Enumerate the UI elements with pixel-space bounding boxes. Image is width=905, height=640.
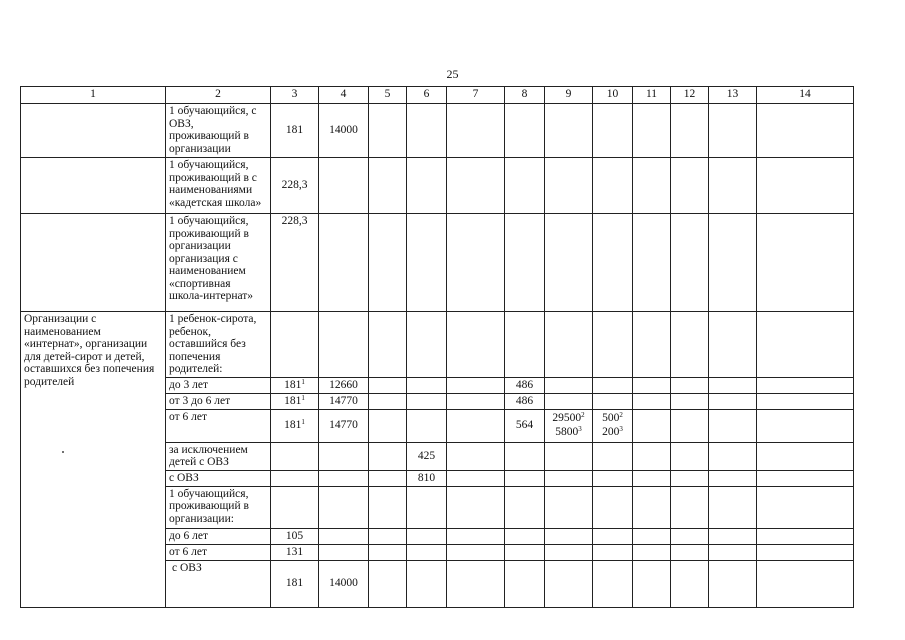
value-cell: 425 <box>407 442 447 470</box>
table-cell <box>593 104 633 158</box>
table-cell <box>271 312 319 378</box>
table-cell <box>757 560 854 607</box>
table-cell <box>709 486 757 528</box>
row-label: от 6 лет <box>166 544 271 560</box>
table-cell <box>671 104 709 158</box>
table-cell <box>505 528 545 544</box>
table-row <box>21 312 854 378</box>
table-cell <box>757 544 854 560</box>
value-cell <box>545 409 593 442</box>
table-cell <box>505 214 545 312</box>
table-cell <box>407 377 447 393</box>
table-cell <box>709 214 757 312</box>
table-cell <box>271 486 319 528</box>
value-cell: 486 <box>505 393 545 409</box>
table-cell <box>593 214 633 312</box>
table-cell <box>369 560 407 607</box>
footnote-mark: 3 <box>619 424 623 433</box>
table-cell <box>593 158 633 214</box>
table-cell <box>671 442 709 470</box>
table-cell <box>671 560 709 607</box>
header-cell: 12 <box>671 87 709 104</box>
table-cell <box>447 528 505 544</box>
table-cell <box>407 393 447 409</box>
table-cell <box>671 214 709 312</box>
header-cell: 1 <box>21 87 166 104</box>
table-cell <box>271 442 319 470</box>
table-cell <box>545 104 593 158</box>
table-row <box>21 104 854 158</box>
value-cell <box>271 377 319 393</box>
row-label: 1 обучающийся, проживающий в с наименованиями «кадетская школа» <box>166 158 271 214</box>
table-cell <box>369 442 407 470</box>
table-cell <box>407 486 447 528</box>
row-label: до 6 лет <box>166 528 271 544</box>
table-cell <box>271 470 319 486</box>
row-label: 1 ребенок-сирота, ребенок, оставшийся без попечения родителей: <box>166 312 271 378</box>
table-cell <box>447 544 505 560</box>
table-cell <box>505 470 545 486</box>
table-cell <box>671 470 709 486</box>
table-cell <box>757 158 854 214</box>
value-cell: 14000 <box>319 104 369 158</box>
header-cell: 5 <box>369 87 407 104</box>
table-cell <box>369 158 407 214</box>
table-cell <box>369 544 407 560</box>
value-text: 181 <box>284 394 302 407</box>
table-cell <box>593 377 633 393</box>
value-text: 181 <box>284 378 302 391</box>
value-cell: 12660 <box>319 377 369 393</box>
table-cell <box>757 312 854 378</box>
table-cell <box>369 377 407 393</box>
table-cell <box>21 158 166 214</box>
table-cell <box>407 560 447 607</box>
table-cell <box>505 104 545 158</box>
table-cell <box>545 312 593 378</box>
table-cell <box>709 442 757 470</box>
value-text: 181 <box>284 419 302 432</box>
table-cell <box>505 560 545 607</box>
table-cell <box>319 486 369 528</box>
table-cell <box>407 312 447 378</box>
row-label: 1 обучающийся, проживающий в организации организация с наименованием «спортивная школа-интернат» <box>166 214 271 312</box>
table-cell <box>593 560 633 607</box>
table-cell <box>709 560 757 607</box>
table-row <box>21 158 854 214</box>
table-cell <box>319 442 369 470</box>
tariff-table <box>20 86 854 608</box>
table-cell <box>447 104 505 158</box>
table-cell <box>757 214 854 312</box>
header-cell: 7 <box>447 87 505 104</box>
table-cell <box>671 486 709 528</box>
table-cell <box>319 470 369 486</box>
table-cell <box>407 214 447 312</box>
table-cell <box>633 409 671 442</box>
table-cell <box>407 409 447 442</box>
table-cell <box>545 486 593 528</box>
table-cell <box>633 393 671 409</box>
table-cell <box>633 544 671 560</box>
table-cell <box>633 442 671 470</box>
header-cell: 8 <box>505 87 545 104</box>
table-cell <box>505 312 545 378</box>
row-label: от 3 до 6 лет <box>166 393 271 409</box>
table-cell <box>757 393 854 409</box>
table-cell <box>369 409 407 442</box>
table-cell <box>505 442 545 470</box>
header-row <box>21 87 854 104</box>
table-cell <box>545 528 593 544</box>
value-text: 5800 <box>555 425 579 438</box>
table-cell <box>671 544 709 560</box>
footnote-mark: 3 <box>578 424 582 433</box>
value-line <box>548 411 589 425</box>
table-cell <box>319 158 369 214</box>
table-cell <box>709 393 757 409</box>
header-cell: 6 <box>407 87 447 104</box>
table-cell <box>709 544 757 560</box>
table-cell <box>505 486 545 528</box>
table-cell <box>447 393 505 409</box>
table-cell <box>407 158 447 214</box>
header-cell: 11 <box>633 87 671 104</box>
stray-dot <box>62 451 64 453</box>
table-cell <box>593 312 633 378</box>
row-label: от 6 лет <box>166 409 271 442</box>
table-cell <box>633 214 671 312</box>
table-cell <box>593 393 633 409</box>
footnote-mark: 1 <box>301 418 305 427</box>
table-cell <box>545 158 593 214</box>
value-cell: 105 <box>271 528 319 544</box>
footnote-mark: 2 <box>581 410 585 419</box>
table-cell <box>319 312 369 378</box>
table-cell <box>407 544 447 560</box>
table-cell <box>757 104 854 158</box>
table-cell <box>671 393 709 409</box>
table-cell <box>505 158 545 214</box>
table-cell <box>593 470 633 486</box>
table-cell <box>709 312 757 378</box>
table-cell <box>447 214 505 312</box>
table-cell <box>407 104 447 158</box>
table-cell <box>545 442 593 470</box>
table-cell <box>545 393 593 409</box>
table-cell <box>593 442 633 470</box>
table-cell <box>447 158 505 214</box>
row-label: с ОВЗ <box>166 470 271 486</box>
table-cell <box>319 528 369 544</box>
table-cell <box>545 544 593 560</box>
value-cell: 14770 <box>319 393 369 409</box>
table-cell <box>757 377 854 393</box>
row-label: 1 обучающийся, проживающий в организации: <box>166 486 271 528</box>
table-cell <box>633 312 671 378</box>
header-cell: 9 <box>545 87 593 104</box>
table-cell <box>545 470 593 486</box>
row-label: за исключением детей с ОВЗ <box>166 442 271 470</box>
value-cell: 564 <box>505 409 545 442</box>
table-cell <box>593 528 633 544</box>
table-cell <box>671 528 709 544</box>
table-cell <box>447 486 505 528</box>
value-cell: 181 <box>271 560 319 607</box>
table-cell <box>757 409 854 442</box>
table-cell <box>319 544 369 560</box>
table-cell <box>21 104 166 158</box>
value-cell: 131 <box>271 544 319 560</box>
table-cell <box>709 528 757 544</box>
table-cell <box>757 486 854 528</box>
table-cell <box>709 158 757 214</box>
table-cell <box>505 544 545 560</box>
value-cell <box>271 409 319 442</box>
value-cell: 228,3 <box>271 158 319 214</box>
footnote-mark: 2 <box>619 410 623 419</box>
table-cell <box>447 560 505 607</box>
row-label: с ОВЗ <box>166 560 271 607</box>
value-text: 200 <box>602 425 620 438</box>
table-cell <box>407 528 447 544</box>
table-cell <box>671 312 709 378</box>
value-cell: 228,3 <box>271 214 319 312</box>
row-label: 1 обучающийся, с ОВЗ, проживающий в организации <box>166 104 271 158</box>
value-text: 29500 <box>552 411 582 424</box>
table-cell <box>633 528 671 544</box>
header-cell: 13 <box>709 87 757 104</box>
table-cell <box>671 158 709 214</box>
table-cell <box>447 442 505 470</box>
group-label: Организации с наименованием «интернат», организации для детей-сирот и детей, оставшихся без попечения родителей <box>21 312 166 608</box>
table-cell <box>21 214 166 312</box>
value-cell: 181 <box>271 104 319 158</box>
table-cell <box>633 377 671 393</box>
table-cell <box>369 214 407 312</box>
value-cell: 810 <box>407 470 447 486</box>
table-cell <box>633 486 671 528</box>
table-cell <box>593 486 633 528</box>
table-cell <box>633 560 671 607</box>
table-cell <box>709 409 757 442</box>
table-cell <box>709 470 757 486</box>
table-cell <box>369 470 407 486</box>
table-cell <box>369 104 407 158</box>
table-cell <box>447 409 505 442</box>
table-row <box>21 214 854 312</box>
value-text: 500 <box>602 411 620 424</box>
table-cell <box>545 377 593 393</box>
table-cell <box>633 104 671 158</box>
header-cell: 4 <box>319 87 369 104</box>
value-line <box>596 425 629 439</box>
table-cell <box>369 486 407 528</box>
table-cell <box>545 214 593 312</box>
table-cell <box>369 528 407 544</box>
table-cell <box>593 544 633 560</box>
table-cell <box>633 470 671 486</box>
table-cell <box>709 377 757 393</box>
header-cell: 14 <box>757 87 854 104</box>
value-cell: 486 <box>505 377 545 393</box>
table-cell <box>369 312 407 378</box>
table-cell <box>757 528 854 544</box>
table-cell <box>709 104 757 158</box>
table-cell <box>671 409 709 442</box>
header-cell: 10 <box>593 87 633 104</box>
value-cell <box>593 409 633 442</box>
value-line <box>548 425 589 439</box>
table-cell <box>447 470 505 486</box>
table-cell <box>447 312 505 378</box>
table-cell <box>319 214 369 312</box>
page-number: 25 <box>446 67 459 81</box>
footnote-mark: 1 <box>301 377 305 386</box>
table-cell <box>369 393 407 409</box>
row-label: до 3 лет <box>166 377 271 393</box>
value-cell: 14000 <box>319 560 369 607</box>
table-cell <box>633 158 671 214</box>
value-cell <box>271 393 319 409</box>
table-cell <box>545 560 593 607</box>
footnote-mark: 1 <box>301 393 305 402</box>
table-cell <box>671 377 709 393</box>
header-cell: 3 <box>271 87 319 104</box>
header-cell: 2 <box>166 87 271 104</box>
value-cell: 14770 <box>319 409 369 442</box>
table-cell <box>757 442 854 470</box>
table-cell <box>757 470 854 486</box>
table-cell <box>447 377 505 393</box>
value-line <box>596 411 629 425</box>
